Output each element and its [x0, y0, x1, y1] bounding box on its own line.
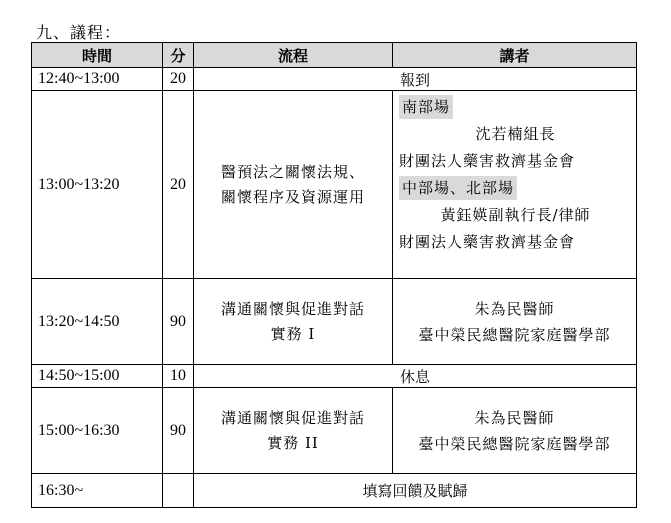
speaker-cell: [393, 91, 637, 279]
section-heading: 九、議程：: [36, 23, 122, 42]
table-row: [32, 474, 637, 508]
speaker-cell: [393, 388, 637, 474]
table-row: [32, 91, 637, 279]
venue-badge: 南部場: [399, 95, 453, 119]
merged-cell: 填寫回饋及賦歸: [194, 474, 637, 508]
speaker-org: 臺中榮民總醫院家庭醫學部: [418, 434, 611, 453]
header-minutes: 分: [163, 43, 194, 68]
minutes-cell: 90: [163, 279, 194, 365]
header-time: 時間: [32, 43, 163, 68]
speaker-name: 黃鈺媖副執行長/律師: [440, 206, 591, 224]
time-cell: 16:30~: [32, 474, 163, 508]
time-cell: 13:00~13:20: [32, 91, 163, 279]
process-cell: [194, 279, 393, 365]
speaker-name: 朱為民醫師: [474, 299, 555, 318]
time-cell: 13:20~14:50: [32, 279, 163, 365]
time-cell: 15:00~16:30: [32, 388, 163, 474]
speaker-name: 沈若楠組長: [475, 125, 556, 143]
header-row: [32, 43, 637, 68]
venue-badge: 中部場、北部場: [399, 176, 517, 200]
table-row: [32, 279, 637, 365]
process-cell: [194, 91, 393, 279]
speaker-org: 財團法人藥害救濟基金會: [399, 233, 576, 251]
table-row: [32, 388, 637, 474]
merged-cell: 報到: [194, 68, 637, 91]
minutes-cell: [163, 474, 194, 508]
speaker-cell: [393, 279, 637, 365]
minutes-cell: 10: [163, 365, 194, 388]
table-row: [32, 68, 637, 91]
process-line: 溝通關懷與促進對話: [220, 299, 365, 318]
speaker-org: 財團法人藥害救濟基金會: [399, 152, 576, 170]
header-process: 流程: [194, 43, 393, 68]
process-line: 實務 II: [267, 433, 319, 452]
header-speaker: 講者: [393, 43, 637, 68]
minutes-cell: 90: [163, 388, 194, 474]
minutes-cell: 20: [163, 91, 194, 279]
process-cell: [194, 388, 393, 474]
merged-cell: 休息: [194, 365, 637, 388]
speaker-name: 朱為民醫師: [474, 408, 555, 427]
time-cell: 14:50~15:00: [32, 365, 163, 388]
table-row: [32, 365, 637, 388]
time-cell: 12:40~13:00: [32, 68, 163, 91]
process-line: 實務 I: [270, 324, 316, 343]
minutes-cell: 20: [163, 68, 194, 91]
process-line: 關懷程序及資源運用: [220, 187, 365, 206]
speaker-org: 臺中榮民總醫院家庭醫學部: [418, 325, 611, 344]
process-line: 溝通關懷與促進對話: [220, 408, 365, 427]
agenda-table: [31, 42, 637, 508]
process-line: 醫預法之關懷法規、: [220, 162, 365, 181]
